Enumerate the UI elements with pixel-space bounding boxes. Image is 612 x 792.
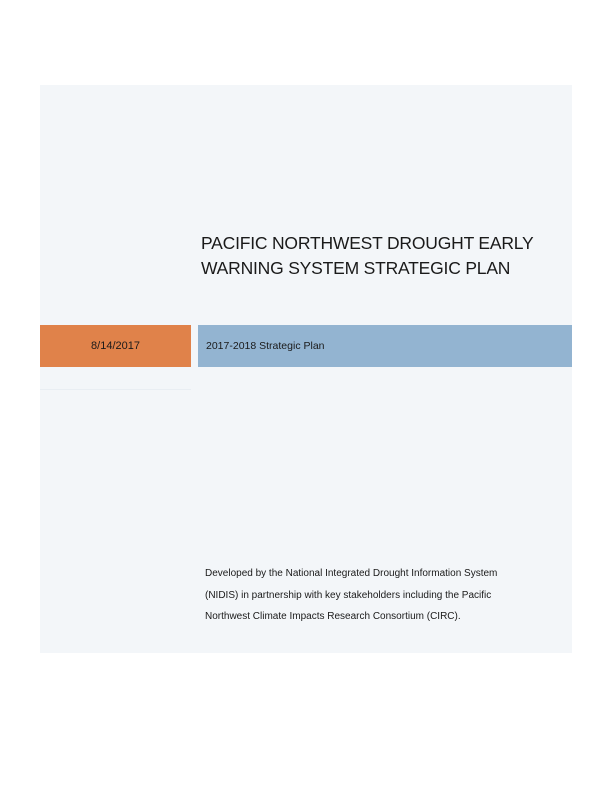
document-subtitle: 2017-2018 Strategic Plan <box>206 340 325 352</box>
description-line-3: Northwest Climate Impacts Research Consortium (CIRC). <box>205 611 461 622</box>
divider <box>40 389 191 390</box>
date-bar <box>40 325 191 367</box>
subtitle-bar <box>198 325 572 367</box>
description-line-2: (NIDIS) in partnership with key stakeholders including the Pacific <box>205 589 492 601</box>
title-line-1: PACIFIC NORTHWEST DROUGHT EARLY <box>201 233 534 253</box>
document-date: 8/14/2017 <box>91 340 140 352</box>
title-line-2: WARNING SYSTEM STRATEGIC PLAN <box>201 258 511 278</box>
description-line-1: Developed by the National Integrated Drought Information System <box>205 568 498 579</box>
document-description <box>205 563 545 628</box>
document-title <box>201 231 561 281</box>
